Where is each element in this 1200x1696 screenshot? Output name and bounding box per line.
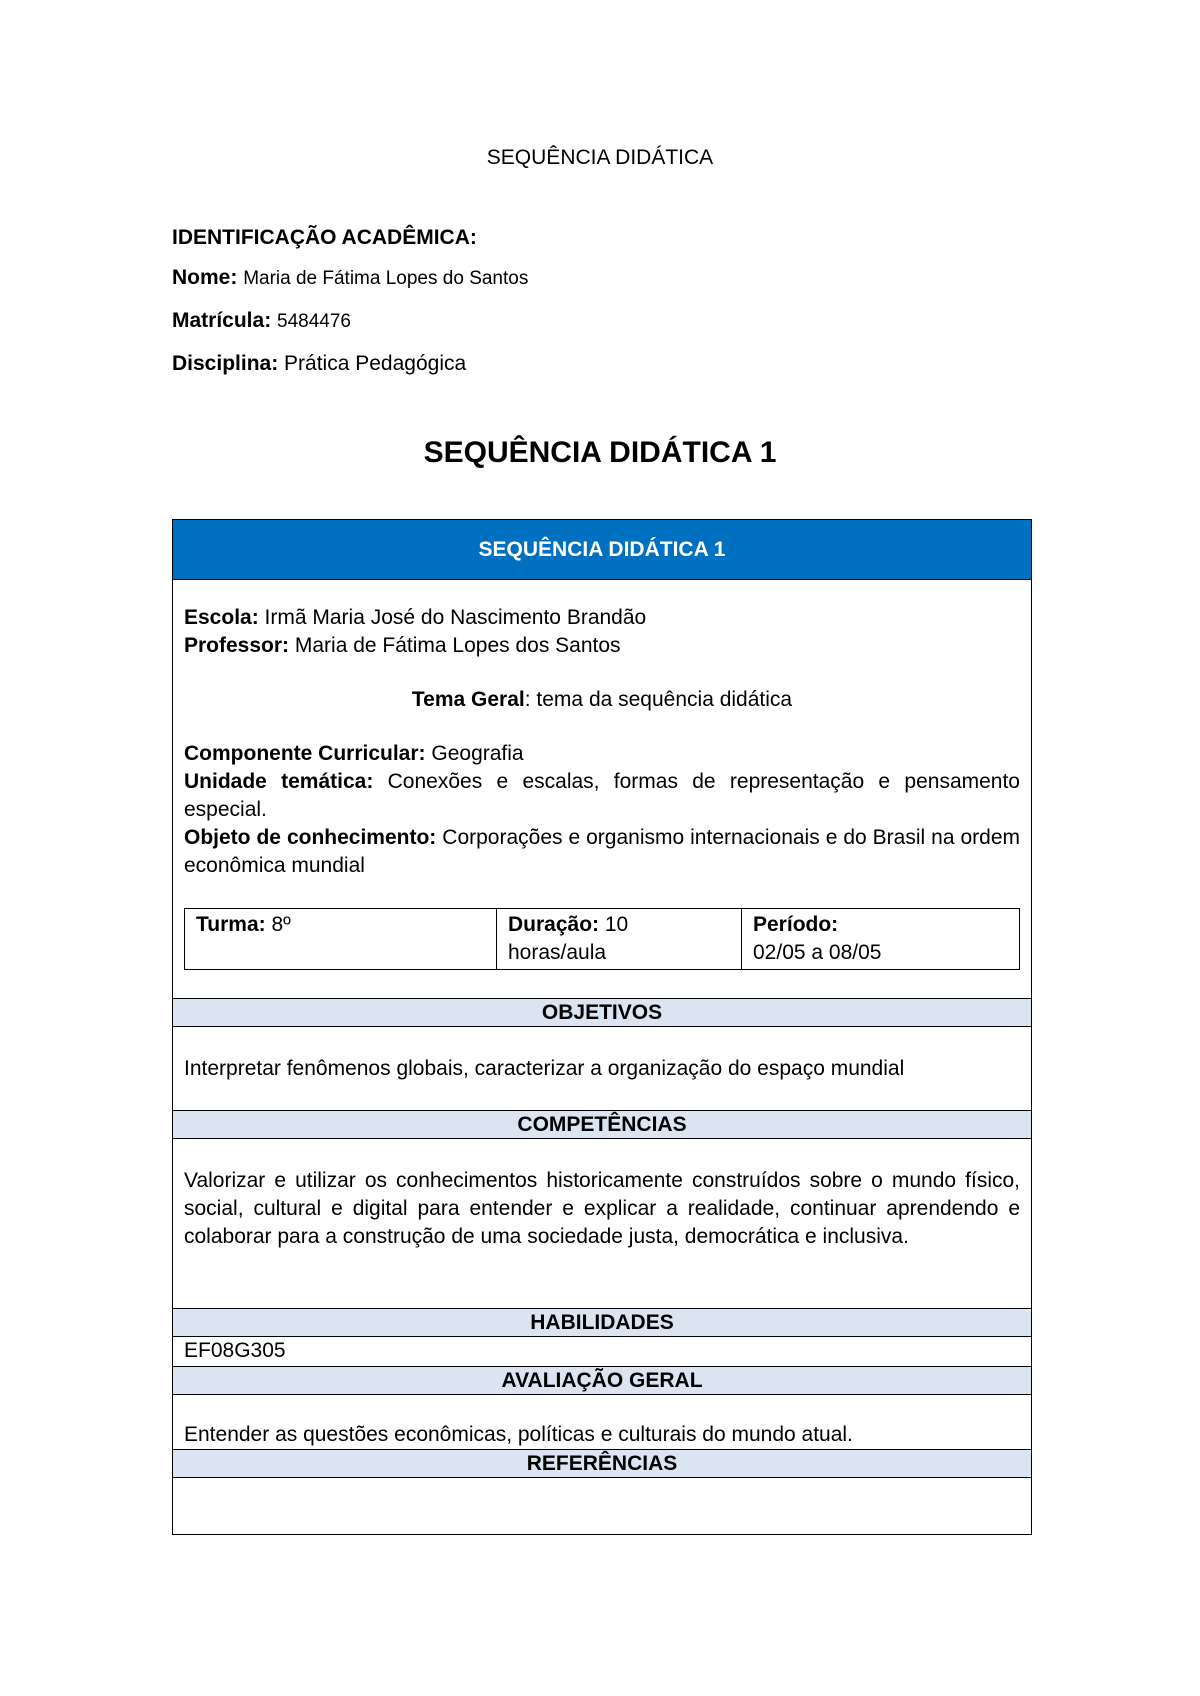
document-title: SEQUÊNCIA DIDÁTICA bbox=[486, 146, 714, 169]
objeto-value: Corporações e organismo internacionais e do Brasil na ordem econômica mundial bbox=[184, 826, 1020, 877]
table-header: SEQUÊNCIA DIDÁTICA 1 bbox=[173, 520, 1031, 580]
avaliacao-header: AVALIAÇÃO GERAL bbox=[173, 1366, 1031, 1395]
objeto-label: Objeto de conhecimento: bbox=[184, 826, 437, 849]
turma-cell bbox=[185, 909, 497, 970]
professor-label: Professor: bbox=[184, 634, 290, 657]
unidade-value: Conexões e escalas, formas de representação e pensamento especial. bbox=[184, 770, 1020, 821]
turma-label: Turma: bbox=[196, 913, 266, 936]
professor-line bbox=[184, 632, 1020, 660]
habilidades-header: HABILIDADES bbox=[173, 1308, 1031, 1337]
unidade-label: Unidade temática: bbox=[184, 770, 374, 793]
competencias-text: Valorizar e utilizar os conhecimentos historicamente construídos sobre o mundo físico, social, cultural e digital para entender e explicar a realidade, continuar aprendendo e colaborar para a construção de uma sociedade justa, democrática e inclusiva. bbox=[184, 1169, 1020, 1248]
matricula-row bbox=[172, 307, 528, 336]
avaliacao-text: Entender as questões econômicas, políticas e culturais do mundo atual. bbox=[184, 1423, 853, 1446]
componente-line bbox=[184, 740, 1020, 768]
escola-label: Escola: bbox=[184, 606, 259, 629]
tema-line bbox=[184, 686, 1020, 714]
escola-value: Irmã Maria José do Nascimento Brandão bbox=[264, 606, 647, 629]
details-table bbox=[184, 908, 1020, 970]
professor-value: Maria de Fátima Lopes dos Santos bbox=[294, 634, 621, 657]
identification-heading: IDENTIFICAÇÃO ACADÊMICA: bbox=[172, 226, 477, 249]
periodo-label: Período: bbox=[753, 913, 839, 936]
tema-value: : tema da sequência didática bbox=[524, 688, 793, 711]
sequence-title: SEQUÊNCIA DIDÁTICA 1 bbox=[423, 436, 777, 469]
referencias-header: REFERÊNCIAS bbox=[173, 1449, 1031, 1478]
academic-identification bbox=[172, 226, 528, 392]
objetivos-text: Interpretar fenômenos globais, caracterizar a organização do espaço mundial bbox=[184, 1057, 905, 1080]
habilidades-text: EF08G305 bbox=[184, 1339, 286, 1362]
turma-value: 8º bbox=[271, 913, 291, 936]
competencias-header: COMPETÊNCIAS bbox=[173, 1110, 1031, 1139]
tema-label: Tema Geral bbox=[411, 688, 525, 711]
nome-row bbox=[172, 264, 528, 293]
duracao-label: Duração: bbox=[508, 913, 600, 936]
escola-line bbox=[184, 604, 1020, 632]
referencias-text bbox=[173, 1478, 1031, 1534]
componente-label: Componente Curricular: bbox=[184, 742, 426, 765]
objeto-line bbox=[184, 824, 1020, 880]
sequence-table bbox=[172, 519, 1032, 1535]
duracao-cell bbox=[497, 909, 742, 970]
duracao-value: 10 horas/aula bbox=[508, 913, 629, 964]
componente-value: Geografia bbox=[431, 742, 524, 765]
disciplina-value: Prática Pedagógica bbox=[284, 352, 467, 375]
unidade-line bbox=[184, 768, 1020, 824]
periodo-value: 02/05 a 08/05 bbox=[753, 941, 882, 964]
disciplina-row bbox=[172, 350, 528, 378]
info-block bbox=[173, 580, 1031, 970]
matricula-label: Matrícula: bbox=[172, 309, 272, 332]
matricula-value: 5484476 bbox=[277, 311, 351, 332]
periodo-cell bbox=[742, 909, 1020, 970]
objetivos-header: OBJETIVOS bbox=[173, 998, 1031, 1027]
nome-value: Maria de Fátima Lopes do Santos bbox=[243, 268, 529, 289]
nome-label: Nome: bbox=[172, 266, 238, 289]
disciplina-label: Disciplina: bbox=[172, 352, 279, 375]
